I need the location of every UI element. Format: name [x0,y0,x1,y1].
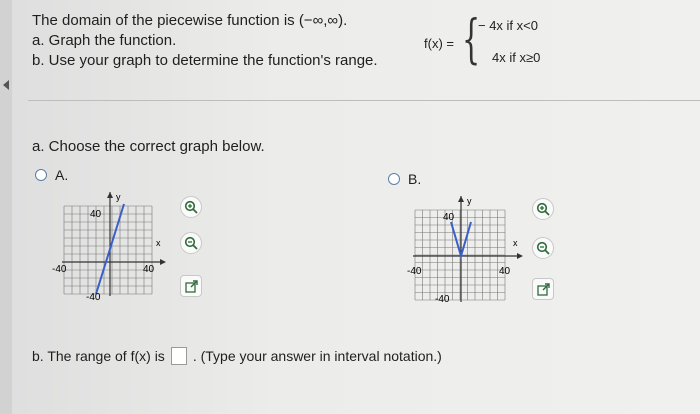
option-a-zoom-out[interactable] [180,232,202,254]
option-b-tick-y-neg: -40 [435,294,450,305]
function-label: f(x) = [424,36,454,51]
option-a-grid [64,206,152,294]
option-a-tick-x-pos: 40 [143,264,155,275]
option-a-x-label: x [156,238,161,248]
option-a-open-graph[interactable] [180,275,202,297]
zoom-out-icon [184,236,198,250]
option-a[interactable] [35,167,68,183]
part-a-prompt: a. Choose the correct graph below. [32,138,265,155]
piecewise-brace: { [462,10,481,70]
option-b-label: B. [408,171,422,187]
problem-part-a-text: a. Graph the function. [32,32,177,49]
option-b-zoom-in[interactable] [532,198,554,220]
zoom-out-icon [536,241,550,255]
option-b-tick-y-pos: 40 [443,212,455,223]
option-a-y-arrow [107,192,113,198]
option-a-zoom-in[interactable] [180,196,202,218]
left-edge-panel [0,0,12,414]
problem-part-b-text: b. Use your graph to determine the function's range. [32,52,378,69]
option-a-label: A. [55,167,69,183]
option-b-zoom-out[interactable] [532,237,554,259]
external-link-icon [185,280,198,293]
range-answer-input[interactable] [171,347,187,365]
option-a-tick-y-neg: -40 [86,292,101,302]
piecewise-case-2: 4x if x≥0 [492,50,541,65]
part-b-prefix: b. The range of f(x) is [32,348,165,364]
option-b-graph [405,196,525,308]
option-a-tick-y-pos: 40 [90,209,102,220]
option-b-radio[interactable] [388,173,400,185]
divider [28,100,700,101]
option-a-radio[interactable] [35,169,47,181]
external-link-icon [537,283,550,296]
option-b-x-label: x [513,238,518,248]
option-b-y-arrow [458,196,464,202]
option-a-x-arrow [160,259,166,265]
option-a-y-label: y [116,192,121,202]
option-b[interactable] [388,171,421,187]
option-a-tick-x-neg: -40 [52,264,67,275]
piecewise-case-1: − 4x if x<0 [478,18,538,33]
option-b-x-arrow [517,253,523,259]
problem-domain-text: The domain of the piecewise function is (−∞,∞). [32,12,348,29]
option-b-open-graph[interactable] [532,278,554,300]
option-a-graph [52,192,167,302]
option-b-y-label: y [467,196,472,206]
part-b-suffix: . (Type your answer in interval notation.) [192,348,442,364]
zoom-in-icon [184,200,198,214]
option-b-tick-x-neg: -40 [407,266,422,277]
part-b-row [32,347,442,365]
option-b-tick-x-pos: 40 [499,266,511,277]
collapse-arrow-icon[interactable] [3,80,9,90]
zoom-in-icon [536,202,550,216]
